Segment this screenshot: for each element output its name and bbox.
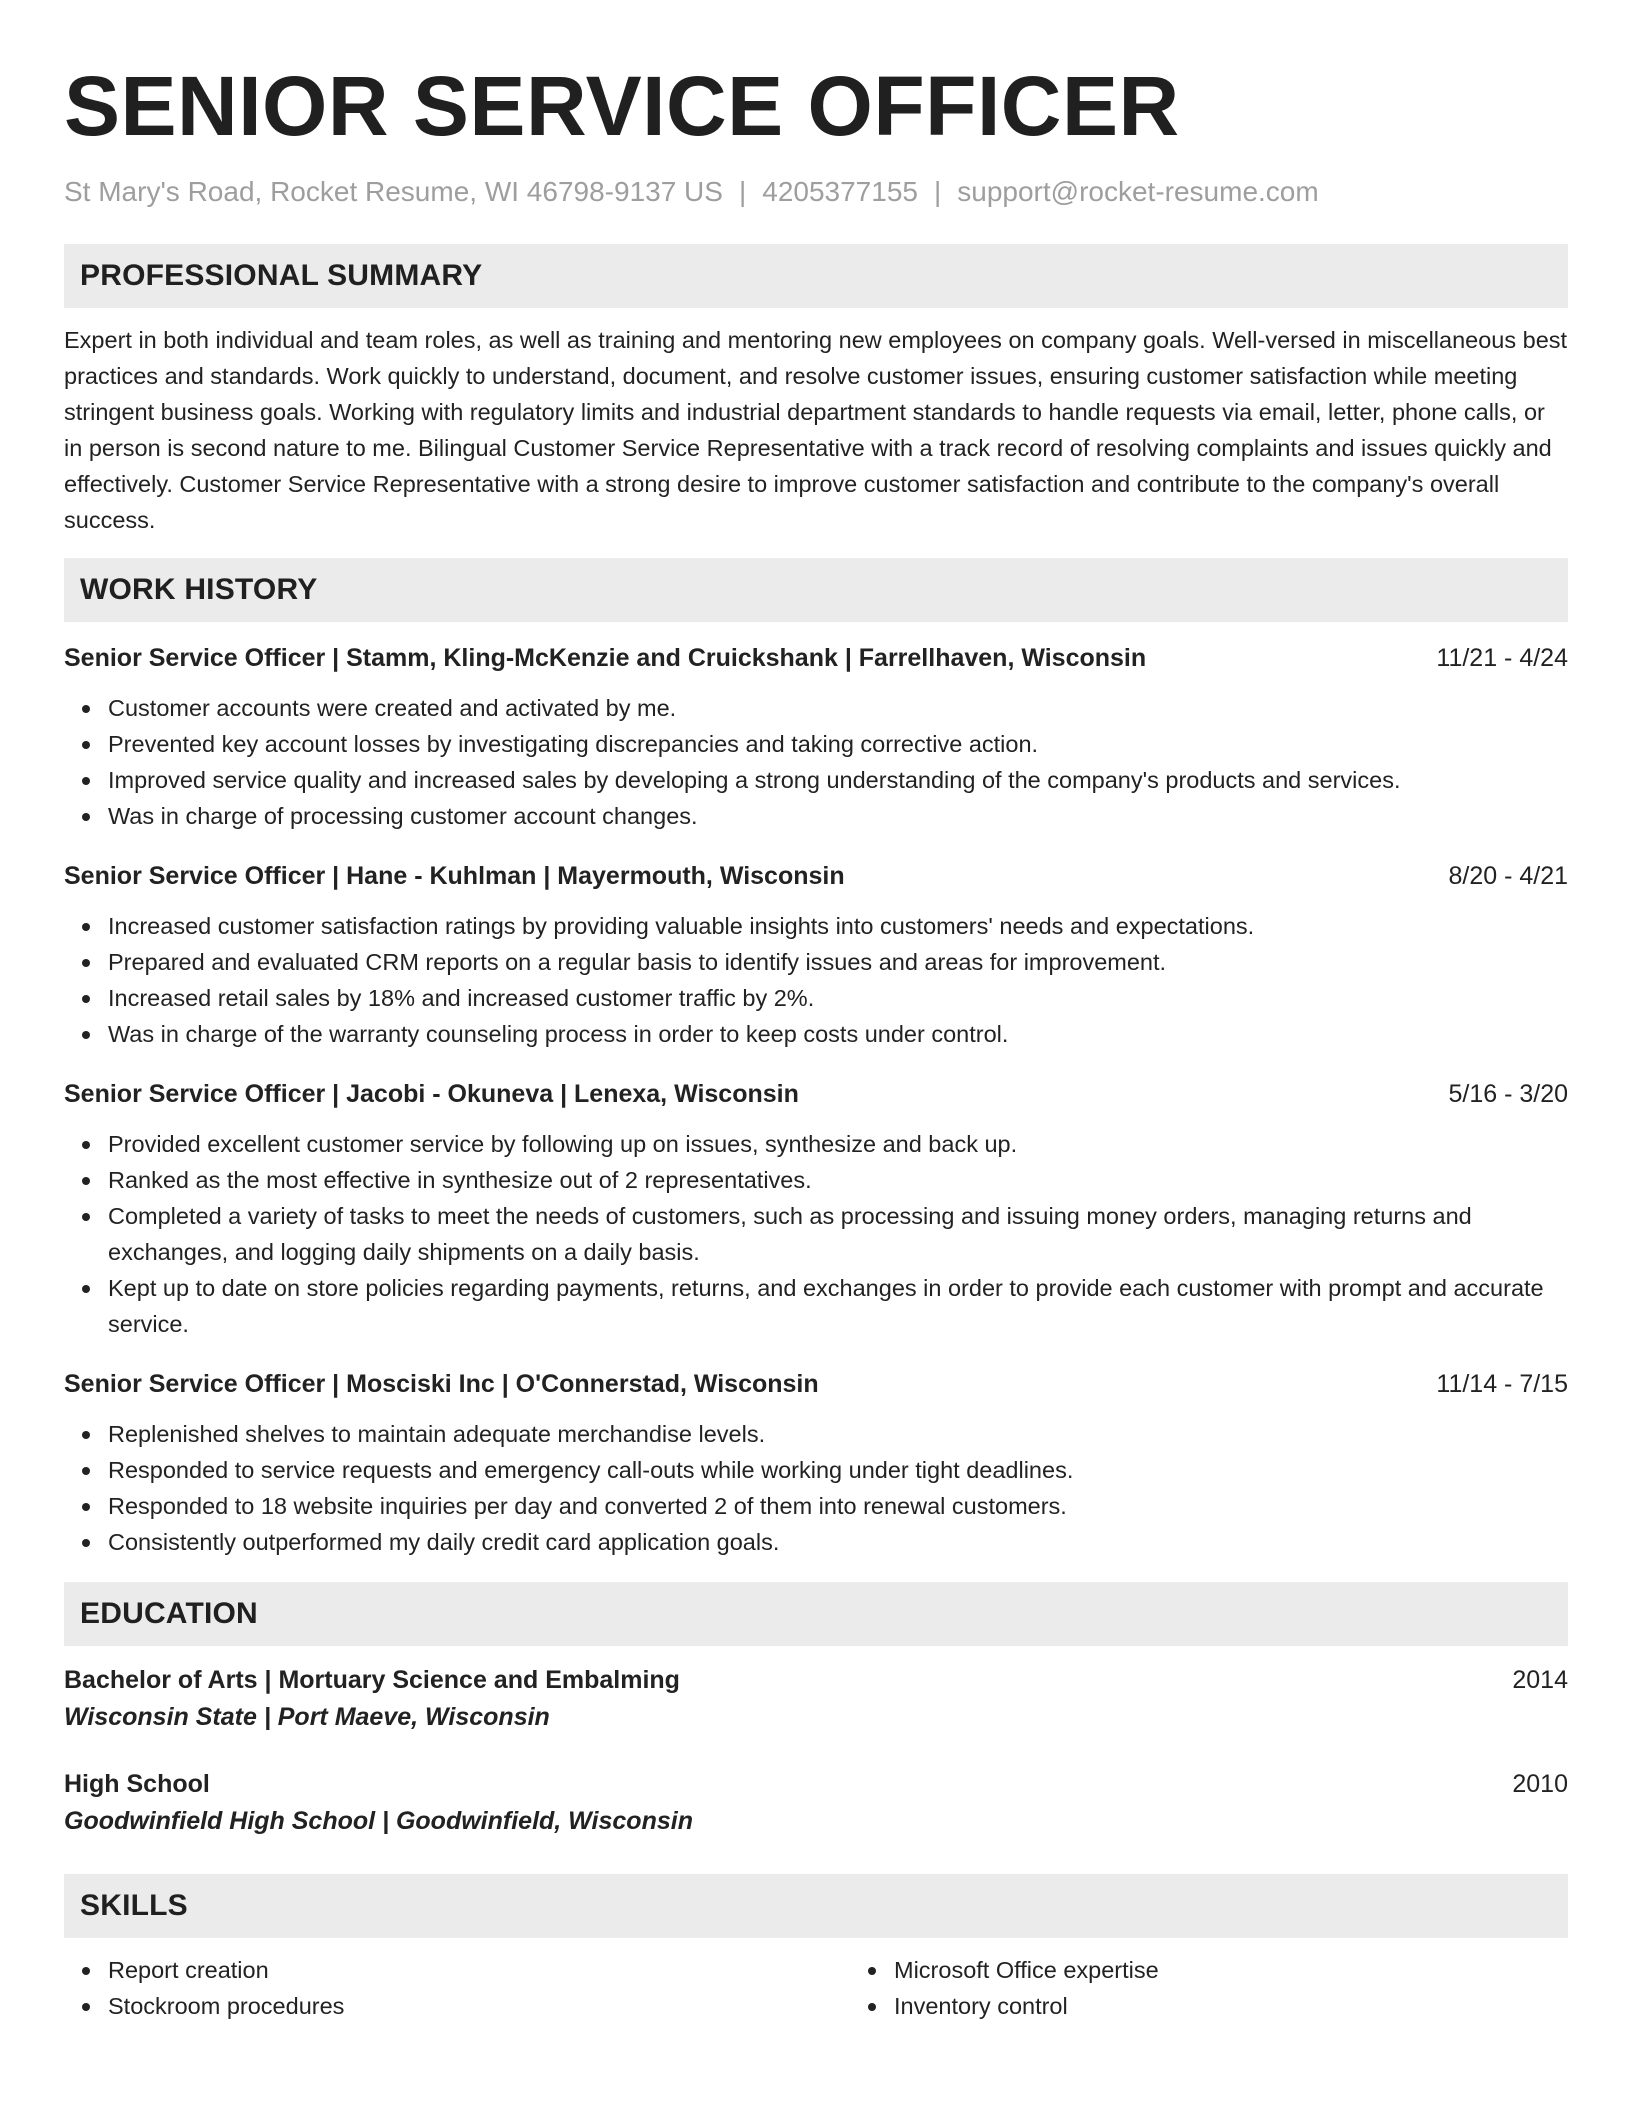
job-entry <box>64 640 1568 834</box>
job-bullet: Replenished shelves to maintain adequate merchandise levels. <box>108 1416 1568 1452</box>
contact-address: St Mary's Road, Rocket Resume, WI 46798-9137 US <box>64 176 723 207</box>
job-dates: 11/21 - 4/24 <box>1436 644 1568 672</box>
contact-email: support@rocket-resume.com <box>957 176 1319 207</box>
job-bullets <box>64 908 1568 1052</box>
job-bullet: Improved service quality and increased sales by developing a strong understanding of the company's products and services. <box>108 762 1568 798</box>
job-header <box>64 1076 1568 1112</box>
skill-item: Stockroom procedures <box>108 1988 850 2024</box>
job-bullet: Kept up to date on store policies regarding payments, returns, and exchanges in order to provide each customer with prompt and accurate service. <box>108 1270 1568 1342</box>
skills-column-right <box>850 1952 1632 2024</box>
job-entry <box>64 1366 1568 1560</box>
job-bullet: Was in charge of processing customer account changes. <box>108 798 1568 834</box>
education-header <box>64 1662 1568 1698</box>
job-header <box>64 858 1568 894</box>
job-title: Senior Service Officer | Mosciski Inc | O'Connerstad, Wisconsin <box>64 1370 819 1398</box>
job-header <box>64 1366 1568 1402</box>
education-school: Goodwinfield High School | Goodwinfield, Wisconsin <box>64 1807 693 1835</box>
job-bullets <box>64 1126 1568 1342</box>
job-title: Senior Service Officer | Jacobi - Okuneva | Lenexa, Wisconsin <box>64 1080 799 1108</box>
section-heading-education: EDUCATION <box>64 1582 1568 1646</box>
skills-column-left <box>64 1952 850 2024</box>
contact-line <box>64 174 1568 210</box>
resume-page <box>64 56 1568 2024</box>
job-bullet: Ranked as the most effective in synthesize out of 2 representatives. <box>108 1162 1568 1198</box>
job-bullet: Consistently outperformed my daily credit card application goals. <box>108 1524 1568 1560</box>
education-entry <box>64 1662 1568 1736</box>
contact-separator: | <box>738 176 747 207</box>
skill-item: Inventory control <box>894 1988 1632 2024</box>
education-entry <box>64 1766 1568 1840</box>
job-bullet: Responded to 18 website inquiries per day and converted 2 of them into renewal customers. <box>108 1488 1568 1524</box>
section-heading-skills: SKILLS <box>64 1874 1568 1938</box>
job-bullet: Provided excellent customer service by following up on issues, synthesize and back up. <box>108 1126 1568 1162</box>
job-entry <box>64 1076 1568 1342</box>
job-bullet: Increased customer satisfaction ratings by providing valuable insights into customers' needs and expectations. <box>108 908 1568 944</box>
job-bullet: Was in charge of the warranty counseling process in order to keep costs under control. <box>108 1016 1568 1052</box>
education-degree: High School <box>64 1770 210 1798</box>
section-heading-summary: PROFESSIONAL SUMMARY <box>64 244 1568 308</box>
job-dates: 5/16 - 3/20 <box>1448 1080 1568 1108</box>
education-degree: Bachelor of Arts | Mortuary Science and Embalming <box>64 1666 680 1694</box>
job-bullet: Responded to service requests and emergency call-outs while working under tight deadlines. <box>108 1452 1568 1488</box>
education-year: 2014 <box>1512 1666 1568 1694</box>
job-header <box>64 640 1568 676</box>
education-school: Wisconsin State | Port Maeve, Wisconsin <box>64 1703 550 1731</box>
job-bullet: Increased retail sales by 18% and increased customer traffic by 2%. <box>108 980 1568 1016</box>
education-year: 2010 <box>1512 1770 1568 1798</box>
section-heading-work-history: WORK HISTORY <box>64 558 1568 622</box>
contact-phone: 4205377155 <box>762 176 918 207</box>
job-bullets <box>64 690 1568 834</box>
summary-text: Expert in both individual and team roles, as well as training and mentoring new employees on company goals. Well-versed in miscellaneous best practices and standards. Work quickly to understand, document, and resolve customer issues, ensuring customer satisfaction while meeting stringent business goals. Working with regulatory limits and industrial department standards to handle requests via email, letter, phone calls, or in person is second nature to me. Bilingual Customer Service Representative with a track record of resolving complaints and issues quickly and effectively. Customer Service Representative with a strong desire to improve customer satisfaction and contribute to the company's overall success. <box>64 327 1568 533</box>
job-bullet: Prepared and evaluated CRM reports on a regular basis to identify issues and areas for improvement. <box>108 944 1568 980</box>
education-header <box>64 1766 1568 1802</box>
candidate-name: SENIOR SERVICE OFFICER <box>64 59 1180 153</box>
skills-list <box>64 1952 1568 2024</box>
job-entry <box>64 858 1568 1052</box>
contact-separator: | <box>933 176 942 207</box>
job-bullet: Customer accounts were created and activated by me. <box>108 690 1568 726</box>
job-bullet: Completed a variety of tasks to meet the needs of customers, such as processing and issuing money orders, managing returns and exchanges, and logging daily shipments on a daily basis. <box>108 1198 1568 1270</box>
job-dates: 11/14 - 7/15 <box>1436 1370 1568 1398</box>
job-dates: 8/20 - 4/21 <box>1448 862 1568 890</box>
job-title: Senior Service Officer | Stamm, Kling-McKenzie and Cruickshank | Farrellhaven, Wisconsin <box>64 644 1147 672</box>
skill-item: Microsoft Office expertise <box>894 1952 1632 1988</box>
job-title: Senior Service Officer | Hane - Kuhlman | Mayermouth, Wisconsin <box>64 862 845 890</box>
skill-item: Report creation <box>108 1952 850 1988</box>
job-bullets <box>64 1416 1568 1560</box>
job-bullet: Prevented key account losses by investigating discrepancies and taking corrective action. <box>108 726 1568 762</box>
